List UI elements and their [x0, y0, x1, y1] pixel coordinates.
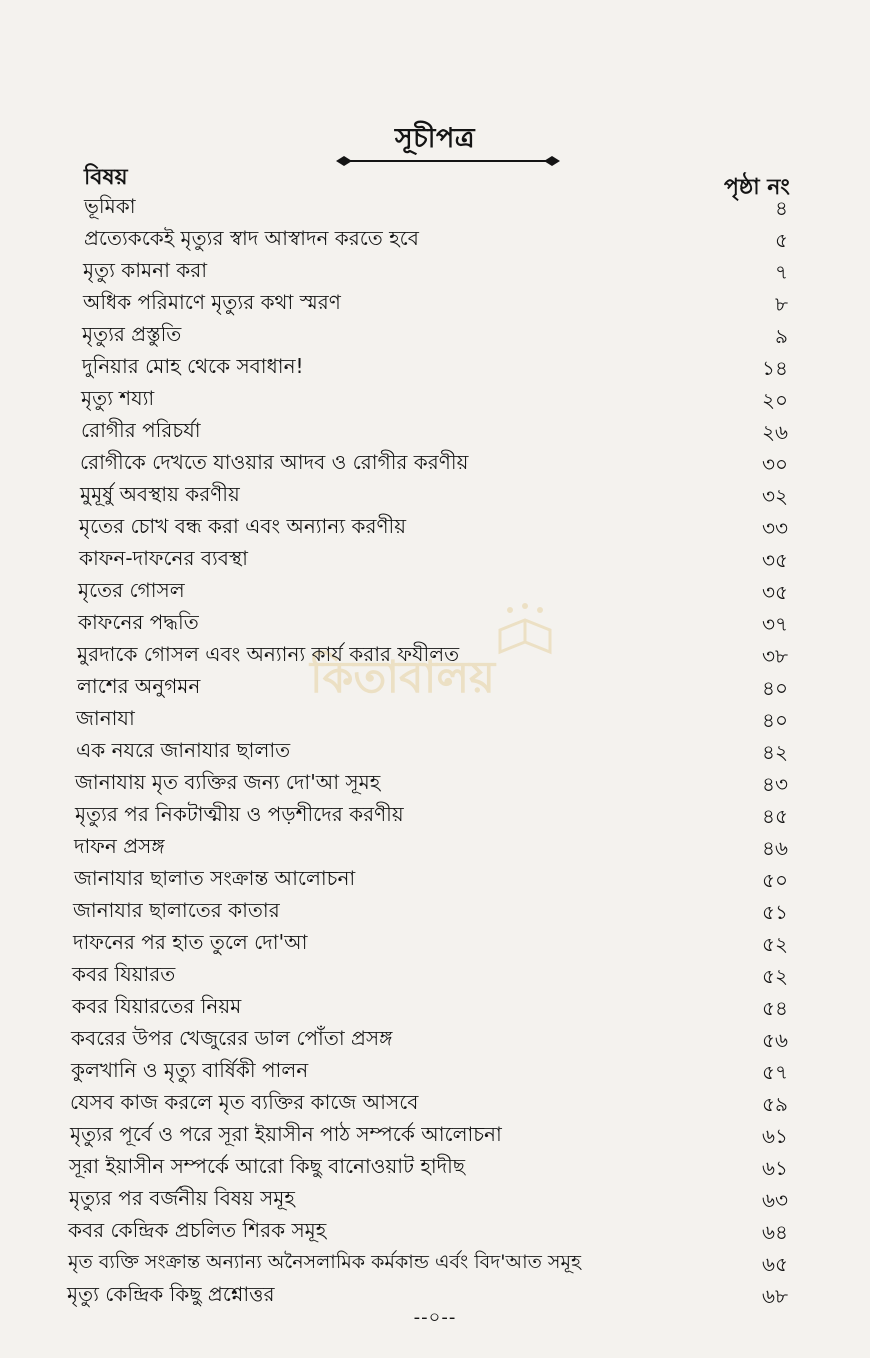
- toc-entry-page: ৩২: [761, 484, 788, 508]
- toc-entry: [0, 1148, 870, 1180]
- toc-entry-page: ৭: [774, 260, 788, 284]
- toc-entry-title: লাশের অনুগমন: [77, 674, 201, 698]
- toc-entry-page: ৬১: [762, 1156, 788, 1180]
- toc-entry-page: ৩৮: [762, 644, 788, 668]
- toc-entry: [0, 764, 870, 796]
- toc-entry-title: দাফনের পর হাত তুলে দো'আ: [73, 930, 308, 954]
- toc-entry: [0, 636, 870, 668]
- table-of-contents: [0, 188, 870, 1308]
- toc-entry-page: ৩৫: [762, 548, 788, 572]
- toc-entry-page: ৯: [775, 324, 788, 348]
- toc-entry: [0, 924, 870, 956]
- toc-entry: [0, 1116, 870, 1148]
- toc-entry-page: ৫৪: [762, 996, 788, 1020]
- toc-entry: [0, 476, 870, 508]
- toc-entry: [0, 668, 870, 700]
- toc-entry-page: ৪০: [762, 676, 788, 700]
- toc-entry: [0, 796, 870, 828]
- toc-entry: [0, 316, 870, 348]
- toc-entry-page: ৫৬: [762, 1028, 788, 1052]
- toc-entry: [0, 1052, 870, 1084]
- toc-entry: [0, 1180, 870, 1212]
- toc-entry: [0, 284, 870, 316]
- toc-entry-title: সূরা ইয়াসীন সম্পর্কে আরো কিছু বানোওয়াট হাদীছ: [69, 1154, 465, 1178]
- toc-entry-page: ৮: [775, 292, 788, 316]
- toc-entry-title: কবর যিয়ারত: [72, 962, 176, 986]
- toc-entry: [0, 1212, 870, 1244]
- toc-entry-title: রোগীকে দেখতে যাওয়ার আদব ও রোগীর করণীয়: [80, 450, 469, 474]
- toc-entry: [0, 1084, 870, 1116]
- toc-entry: [0, 348, 870, 380]
- toc-entry-page: ২০: [761, 388, 788, 412]
- toc-entry-title: মুমূর্ষু অবস্থায় করণীয়: [80, 482, 240, 506]
- toc-entry: [0, 892, 870, 924]
- toc-entry-title: মৃতের চোখ বন্ধ করা এবং অন্যান্য করণীয়: [79, 514, 407, 538]
- toc-entry-page: ৪২: [762, 740, 788, 764]
- toc-entry-title: মৃত্যুর প্রস্তুতি: [82, 322, 182, 346]
- toc-entry-page: ৩৫: [762, 580, 788, 604]
- toc-entry-title: মৃত্যুর পূর্বে ও পরে সূরা ইয়াসীন পাঠ সম্পর্কে আলোচনা: [70, 1122, 502, 1146]
- toc-entry-title: যেসব কাজ করলে মৃত ব্যক্তির কাজে আসবে: [70, 1090, 419, 1114]
- toc-entry-title: জানাযার ছালাতের কাতার: [73, 898, 280, 922]
- toc-entry-page: ৬৫: [762, 1252, 788, 1276]
- toc-entry-title: মৃতের গোসল: [78, 578, 185, 602]
- toc-entry-page: ৬৩: [761, 1188, 788, 1212]
- toc-entry-title: জানাযা: [76, 706, 135, 730]
- toc-entry: [0, 700, 870, 732]
- page-footer-number: --০--: [413, 1307, 457, 1328]
- toc-entry: [0, 988, 870, 1020]
- toc-entry: [0, 444, 870, 476]
- toc-entry-page: ৫০: [762, 868, 788, 892]
- toc-entry: [0, 412, 870, 444]
- toc-entry-title: দাফন প্রসঙ্গ: [74, 834, 165, 858]
- toc-entry: [0, 540, 870, 572]
- toc-entry: [0, 252, 870, 284]
- toc-entry-title: রোগীর পরিচর্যা: [81, 418, 201, 442]
- toc-entry-page: ২৬: [761, 420, 788, 444]
- toc-entry-title: মৃত ব্যক্তি সংক্রান্ত অন্যান্য অনৈসলামিক কর্মকান্ড এর্বং বিদ'আত সমূহ: [68, 1251, 581, 1273]
- toc-entry-title: কবর যিয়ারতের নিয়ম: [72, 994, 242, 1018]
- toc-entry-title: জানাযায় মৃত ব্যক্তির জন্য দো'আ সূমহ: [75, 770, 381, 794]
- toc-entry-title: প্রত্যেককেই মৃত্যুর স্বাদ আস্বাদন করতে হবে: [84, 226, 419, 250]
- toc-entry-page: ৪০: [762, 708, 788, 732]
- toc-entry: [0, 828, 870, 860]
- toc-entry-title: ভূমিকা: [84, 194, 136, 218]
- toc-entry-page: ৪৬: [762, 836, 788, 860]
- toc-entry-page: ৫২: [762, 932, 788, 956]
- toc-entry: [0, 572, 870, 604]
- toc-entry-page: ৪৩: [762, 772, 788, 796]
- toc-entry-page: ৫: [775, 228, 788, 252]
- toc-entry: [0, 508, 870, 540]
- toc-entry-title: কাফনের পদ্ধতি: [78, 610, 199, 634]
- toc-entry: [0, 604, 870, 636]
- toc-entry: [0, 1244, 870, 1276]
- toc-entry-title: মৃত্যুর পর নিকটাত্মীয় ও পড়শীদের করণীয়: [75, 802, 404, 826]
- watermark-text: কিতাবালয়: [310, 652, 496, 703]
- subject-column-header: বিষয়: [84, 165, 128, 190]
- toc-entry-page: ৫১: [762, 900, 788, 924]
- toc-entry-page: ৪: [775, 196, 788, 220]
- toc-entry-title: মৃত্যু শয্যা: [81, 386, 155, 410]
- toc-entry-page: ১৪: [762, 356, 788, 380]
- toc-entry-page: ৫২: [762, 964, 788, 988]
- toc-entry-page: ৬৮: [762, 1284, 788, 1308]
- toc-entry-title: মৃত্যুর পর বর্জনীয় বিষয় সমূহ: [69, 1186, 295, 1210]
- toc-entry-title: এক নযরে জানাযার ছালাত: [76, 738, 291, 762]
- page-title: সূচীপত্র: [394, 123, 476, 154]
- toc-entry-page: ৬৪: [762, 1220, 788, 1244]
- toc-entry-title: মুরদাকে গোসল এবং অন্যান্য কার্য করার ফযীলত: [77, 642, 460, 666]
- toc-entry-title: কবরের উপর খেজুরের ডাল পোঁতা প্রসঙ্গ: [71, 1026, 393, 1050]
- page-number-column-header: পৃষ্ঠা নং: [724, 175, 790, 200]
- toc-entry-title: দুনিয়ার মোহ থেকে সবাধান!: [82, 354, 304, 378]
- title-divider-ornament: [336, 154, 560, 168]
- toc-entry-title: অধিক পরিমাণে মৃত্যুর কথা স্মরণ: [83, 290, 341, 314]
- toc-entry-page: ৩৩: [761, 516, 788, 540]
- toc-entry: [0, 380, 870, 412]
- toc-entry: [0, 220, 870, 252]
- toc-entry-page: ৩০: [761, 452, 788, 476]
- toc-entry-title: জানাযার ছালাত সংক্রান্ত আলোচনা: [74, 866, 356, 890]
- toc-entry-title: মৃত্যু কেন্দ্রিক কিছু প্রশ্নোত্তর: [67, 1282, 275, 1306]
- toc-entry: [0, 188, 870, 220]
- toc-entry-title: কাফন-দাফনের ব্যবস্থা: [79, 546, 248, 570]
- toc-entry: [0, 1020, 870, 1052]
- toc-entry-page: ৫৭: [762, 1060, 788, 1084]
- toc-entry-title: মৃত্যু কামনা করা: [83, 258, 208, 282]
- toc-entry: [0, 732, 870, 764]
- toc-entry-page: ৩৭: [761, 612, 788, 636]
- toc-entry-page: ৪৫: [762, 804, 788, 828]
- toc-entry: [0, 956, 870, 988]
- toc-entry-title: কুলখানি ও মৃত্যু বার্ষিকী পালন: [71, 1058, 309, 1082]
- toc-entry: [0, 860, 870, 892]
- toc-entry-title: কবর কেন্দ্রিক প্রচলিত শিরক সমূহ: [68, 1218, 327, 1242]
- toc-entry-page: ৫৯: [762, 1092, 788, 1116]
- toc-entry-page: ৬১: [762, 1124, 788, 1148]
